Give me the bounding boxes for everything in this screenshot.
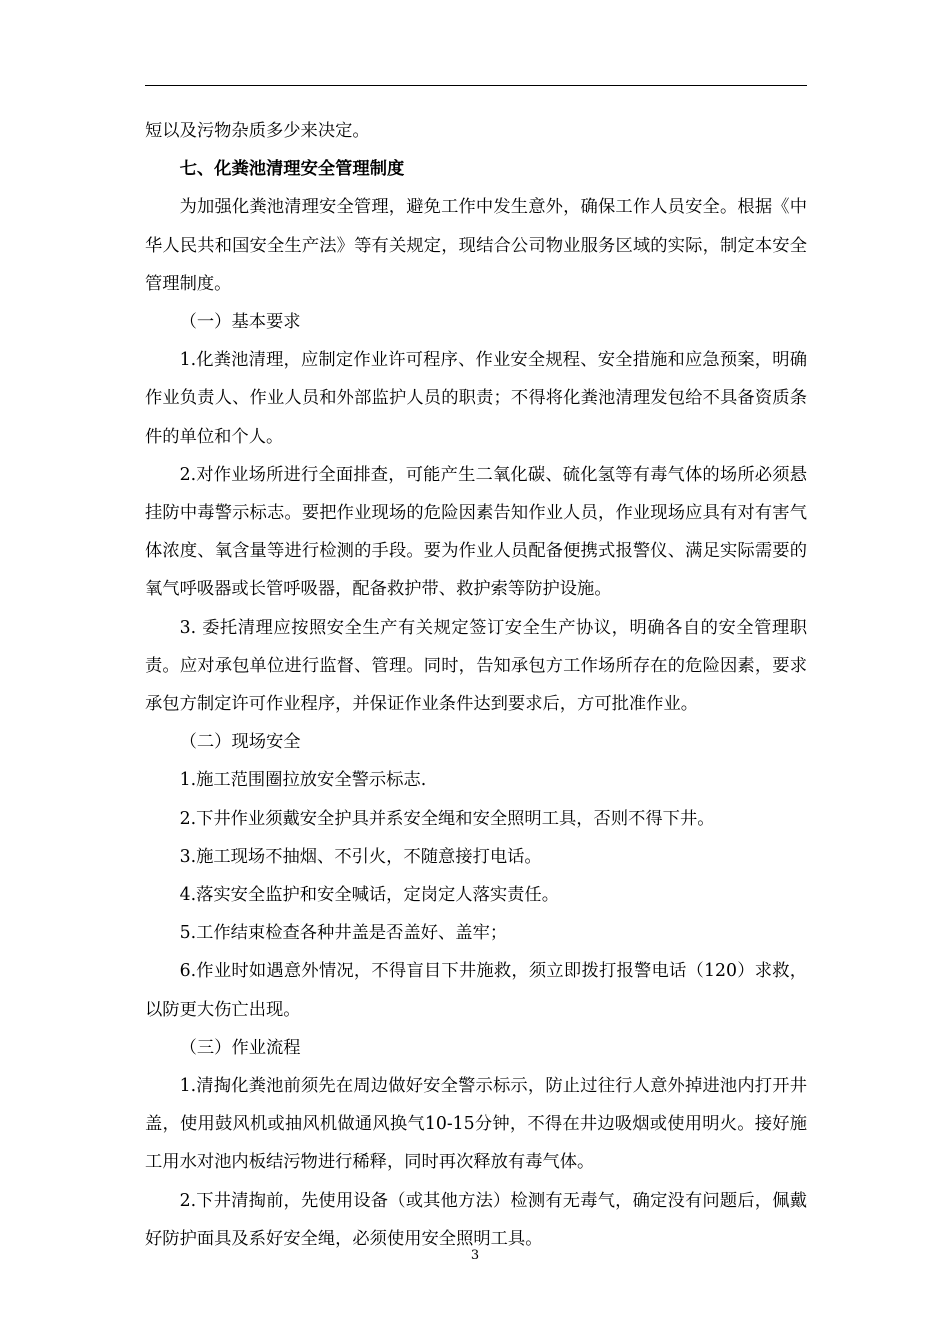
list-item: 2.下井作业须戴安全护具并系安全绳和安全照明工具，否则不得下井。 [179, 808, 715, 829]
paragraph: 2.下井清掏前，先使用设备（或其他方法）检测有无毒气，确定没有问题后，佩戴好防护面具及系好安全绳，必须使用安全照明工具。 [145, 1190, 807, 1249]
header-rule [145, 85, 807, 86]
paragraph: 3. 委托清理应按照安全生产有关规定签订安全生产协议，明确各自的安全管理职责。应对承包单位进行监督、管理。同时，告知承包方工作场所存在的危险因素，要求承包方制定许可作业程序，并保证作业条件达到要求后，方可批准作业。 [145, 617, 807, 715]
list-item: 3.施工现场不抽烟、不引火，不随意接打电话。 [179, 846, 542, 867]
paragraph: 2.对作业场所进行全面排查，可能产生二氧化碳、硫化氢等有毒气体的场所必须悬挂防中毒警示标志。要把作业现场的危险因素告知作业人员，作业现场应具有对有害气体浓度、氧含量等进行检测的手段。要为作业人员配备便携式报警仪、满足实际需要的氧气呼吸器或长管呼吸器，配备救护带、救护索等防护设施。 [145, 464, 807, 600]
subsection-heading: （一）基本要求 [179, 312, 301, 333]
subsection-heading: （三）作业流程 [179, 1037, 301, 1058]
paragraph: 1.化粪池清理，应制定作业许可程序、作业安全规程、安全措施和应急预案，明确作业负责人、作业人员和外部监护人员的职责；不得将化粪池清理发包给不具备资质条件的单位和个人。 [145, 350, 807, 447]
paragraph: 1.清掏化粪池前须先在周边做好安全警示标示，防止过往行人意外掉进池内打开井盖，使用鼓风机或抽风机做通风换气10-15分钟，不得在井边吸烟或使用明火。接好施工用水对池内板结污物进行稀释，同时再次释放有毒气体。 [145, 1076, 807, 1173]
paragraph: 短以及污物杂质多少来决定。 [145, 121, 370, 141]
list-item: 5.工作结束检查各种井盖是否盖好、盖牢； [179, 923, 508, 944]
document-body [145, 112, 807, 1258]
page-number: 3 [470, 1248, 480, 1263]
list-item: 6.作业时如遇意外情况，不得盲目下井施救，须立即拨打报警电话（120）求救，以防更大伤亡出现。 [145, 961, 807, 1020]
paragraph: 为加强化粪池清理安全管理，避免工作中发生意外，确保工作人员安全。根据《中华人民共和国安全生产法》等有关规定，现结合公司物业服务区域的实际，制定本安全管理制度。 [145, 197, 807, 294]
list-item: 4.落实安全监护和安全喊话，定岗定人落实责任。 [179, 885, 559, 906]
list-item: 1.施工范围圈拉放安全警示标志. [179, 770, 427, 791]
subsection-heading: （二）现场安全 [179, 732, 301, 753]
section-heading: 七、化粪池清理安全管理制度 [179, 159, 405, 180]
